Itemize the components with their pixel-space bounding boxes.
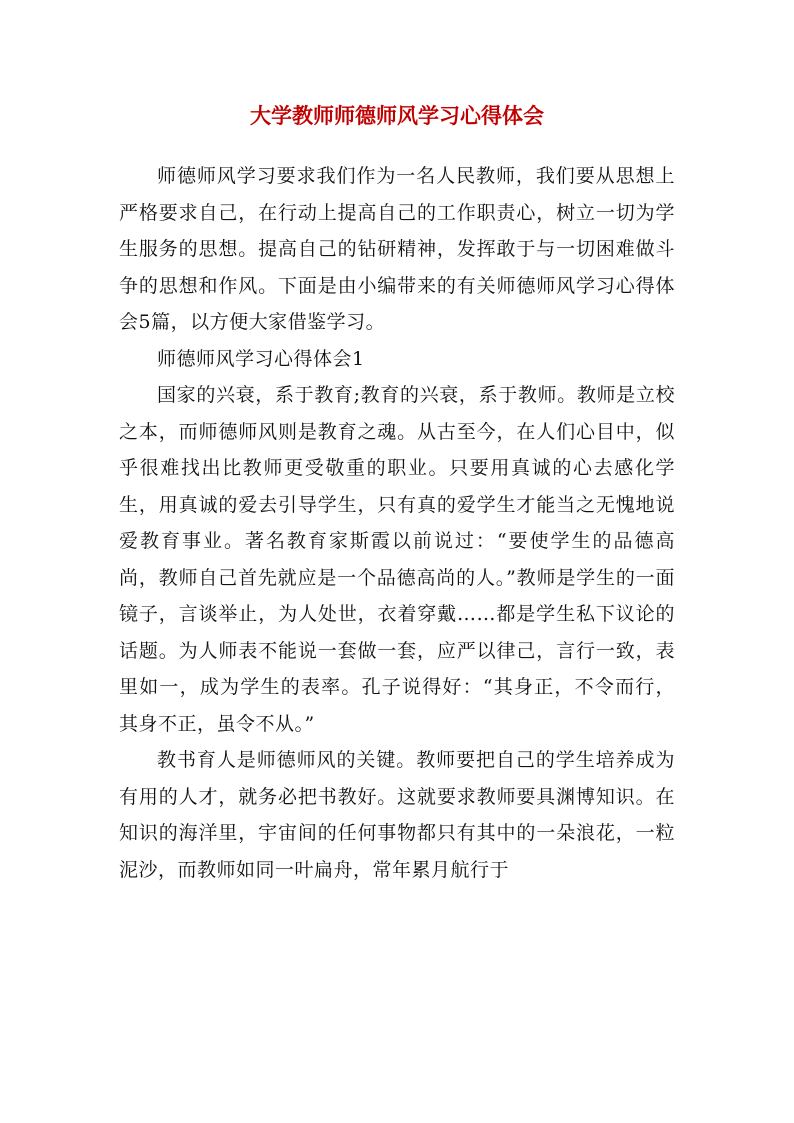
document-title: 大学教师师德师风学习心得体会 (250, 103, 544, 128)
intro-paragraph: 师德师风学习要求我们作为一名人民教师，我们要从思想上严格要求自己，在行动上提高自己的工作职责心，树立一切为学生服务的思想。提高自己的钻研精神，发挥敢于与一切困难做斗争的思想和作风。下面是由小编带来的有关师德师风学习心得体会5篇，以方便大家借鉴学习。 (119, 165, 675, 333)
section-heading: 师德师风学习心得体会1 (157, 347, 365, 370)
body-paragraph: 教书育人是师德师风的关键。教师要把自己的学生培养成为有用的人才，就务必把书教好。这就要求教师要具渊博知识。在知识的海洋里，宇宙间的任何事物都只有其中的一朵浪花，一粒泥沙，而教师如同一叶扁舟，常年累月航行于 (119, 749, 675, 881)
document-body (119, 158, 675, 888)
body-paragraph: 国家的兴衰，系于教育;教育的兴衰，系于教师。教师是立校之本，而师德师风则是教育之魂。从古至今，在人们心目中，似乎很难找出比教师更受敬重的职业。只要用真诚的心去感化学生，用真诚的爱去引导学生，只有真的爱学生才能当之无愧地说爱教育事业。著名教育家斯霞以前说过：“要使学生的品德高尚，教师自己首先就应是一个品德高尚的人。”教师是学生的一面镜子，言谈举止，为人处世，衣着穿戴……都是学生私下议论的话题。为人师表不能说一套做一套，应严以律己，言行一致，表里如一，成为学生的表率。孔子说得好：“其身正，不令而行，其身不正，虽令不从。” (119, 384, 675, 735)
